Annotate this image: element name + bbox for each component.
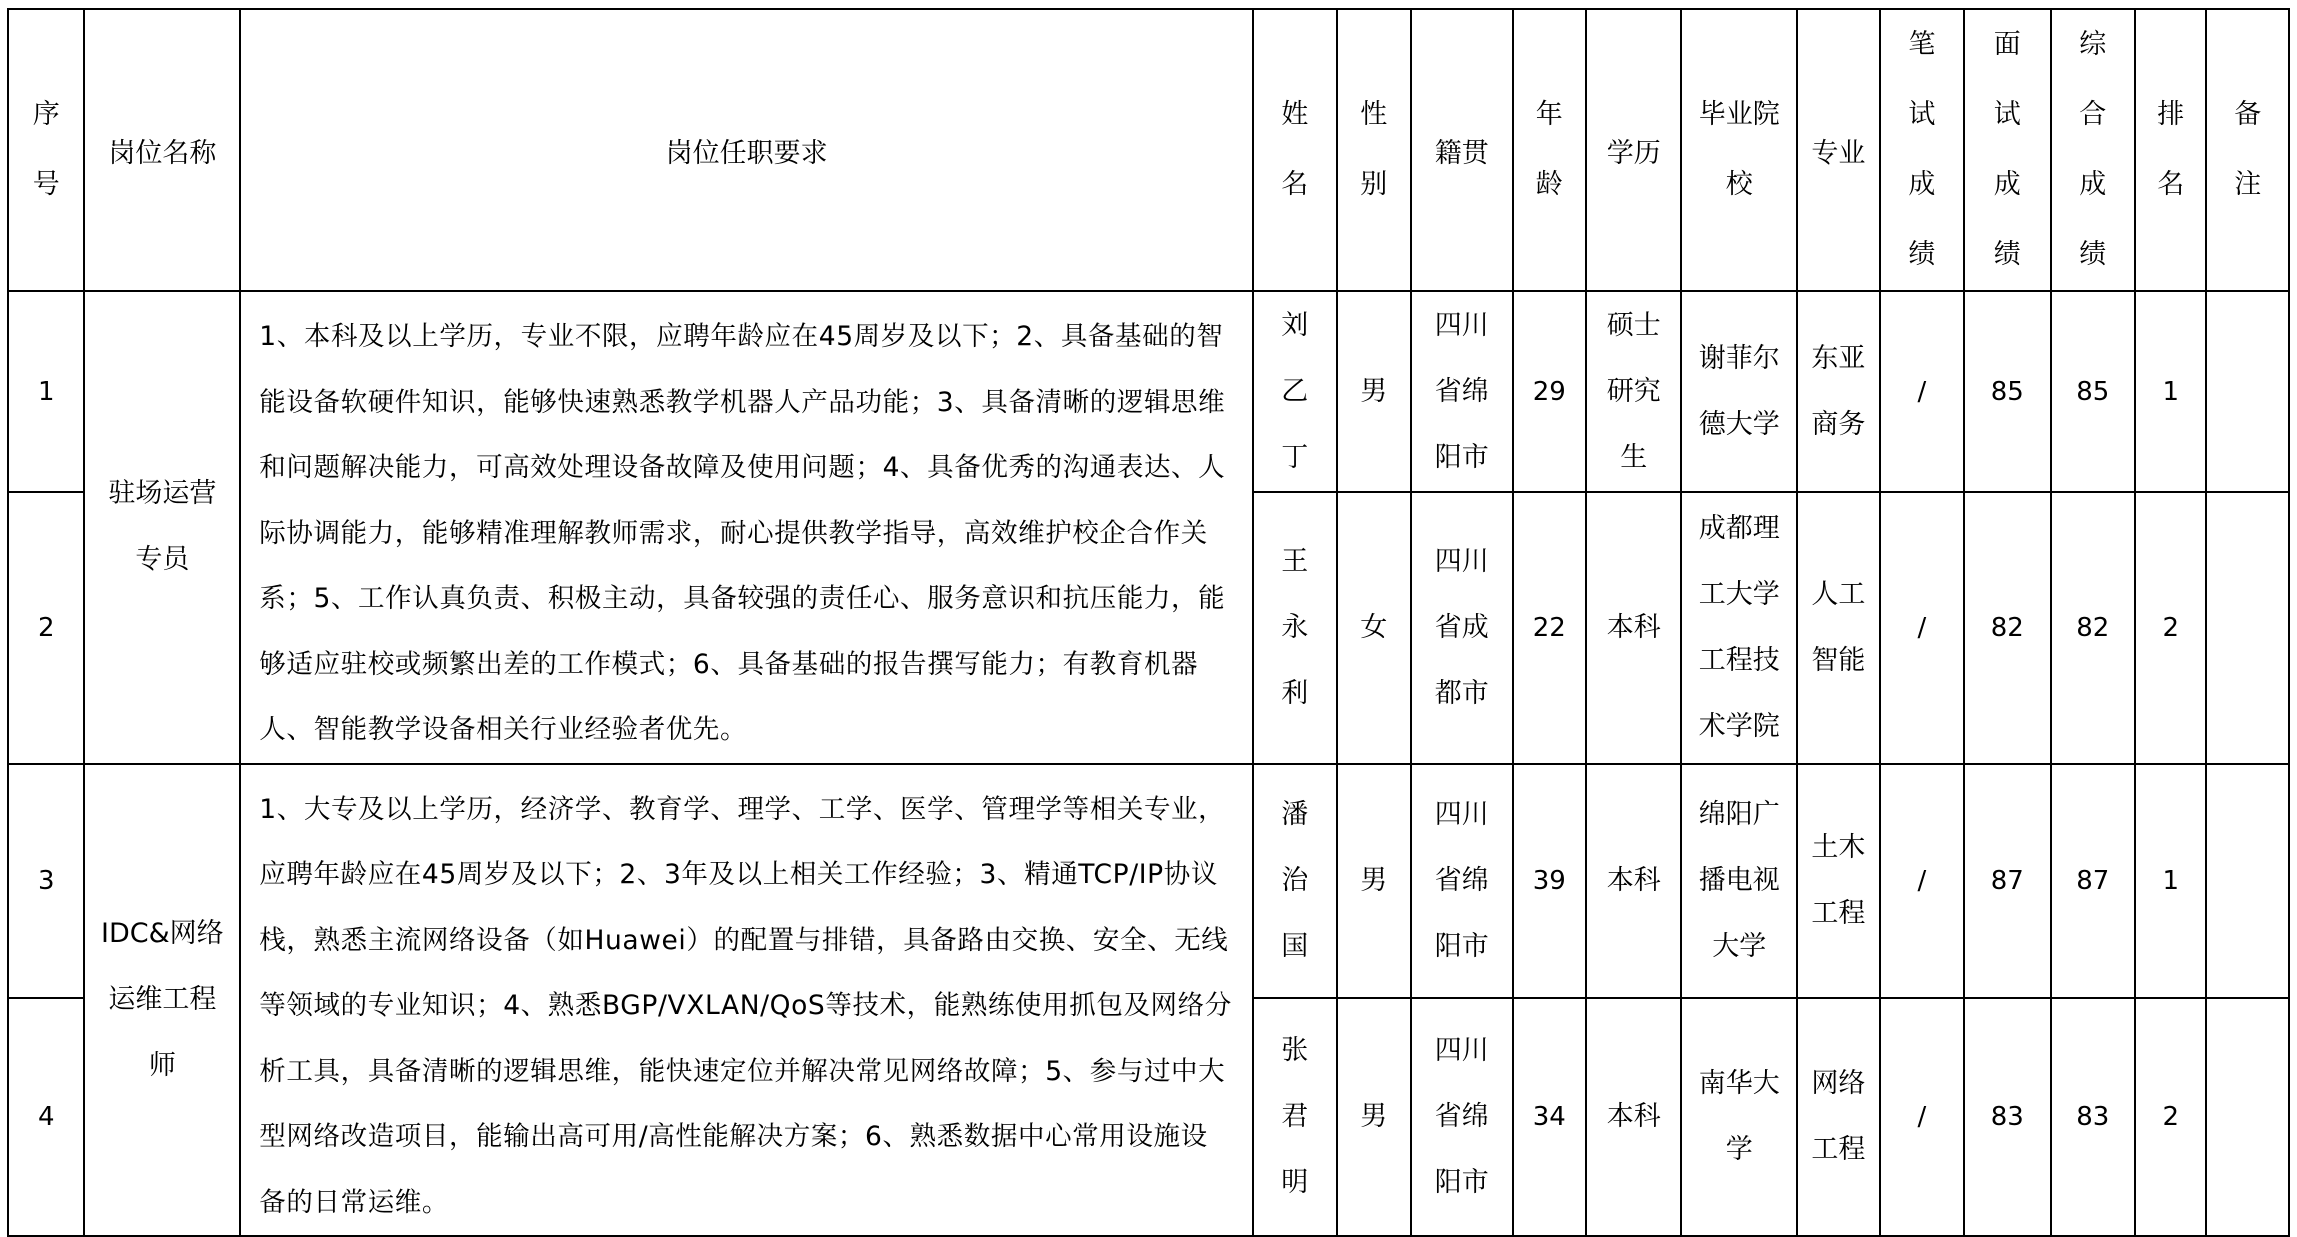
origin-cell: 四川 省成 都市 [1411,492,1513,763]
header-written-score: 笔 试 成 绩 [1880,9,1964,291]
header-major: 专业 [1797,9,1879,291]
written-score-cell: / [1880,291,1964,492]
header-total-score: 综 合 成 绩 [2051,9,2135,291]
requirements-cell: 1、本科及以上学历，专业不限，应聘年龄应在45周岁及以下；2、具备基础的智能设备软硬件知识，能够快速熟悉教学机器人产品功能；3、具备清晰的逻辑思维和问题解决能力，可高效处理设备故障及使用问题；4、具备优秀的沟通表达、人际协调能力，能够精准理解教师需求，耐心提供教学指导，高效维护校企合作关系；5、工作认真负责、积极主动，具备较强的责任心、服务意识和抗压能力，能够适应驻校或频繁出差的工作模式；6、具备基础的报告撰写能力；有教育机器人、智能教学设备相关行业经验者优先。 [240,291,1253,764]
written-score-cell: / [1880,998,1964,1236]
header-origin: 籍贯 [1411,9,1513,291]
rank-cell: 1 [2135,764,2206,998]
seq-cell: 1 [8,291,84,492]
education-cell: 硕士 研究 生 [1586,291,1682,492]
total-score-cell: 83 [2051,998,2135,1236]
school-cell: 成都理 工大学 工程技 术学院 [1681,492,1797,763]
header-seq: 序 号 [8,9,84,291]
remark-cell [2206,492,2289,763]
header-rank: 排 名 [2135,9,2206,291]
header-requirements: 岗位任职要求 [240,9,1253,291]
header-gender: 性 别 [1337,9,1411,291]
rank-cell: 2 [2135,492,2206,763]
header-position: 岗位名称 [84,9,240,291]
interview-score-cell: 85 [1964,291,2050,492]
major-cell: 东亚 商务 [1797,291,1879,492]
age-cell: 29 [1513,291,1586,492]
header-interview-score: 面 试 成 绩 [1964,9,2050,291]
gender-cell: 男 [1337,291,1411,492]
origin-cell: 四川 省绵 阳市 [1411,764,1513,998]
remark-cell [2206,291,2289,492]
gender-cell: 男 [1337,764,1411,998]
education-cell: 本科 [1586,998,1682,1236]
rank-cell: 2 [2135,998,2206,1236]
school-cell: 绵阳广 播电视 大学 [1681,764,1797,998]
major-cell: 土木 工程 [1797,764,1879,998]
education-cell: 本科 [1586,492,1682,763]
header-age: 年 龄 [1513,9,1586,291]
table-row [8,764,2289,998]
gender-cell: 女 [1337,492,1411,763]
name-cell: 张 君 明 [1253,998,1336,1236]
requirements-cell: 1、大专及以上学历，经济学、教育学、理学、工学、医学、管理学等相关专业，应聘年龄应在45周岁及以下；2、3年及以上相关工作经验；3、精通TCP/IP协议栈，熟悉主流网络设备（如Huawei）的配置与排错，具备路由交换、安全、无线等领域的专业知识；4、熟悉BGP/VXLAN/QoS等技术，能熟练使用抓包及网络分析工具，具备清晰的逻辑思维，能快速定位并解决常见网络故障；5、参与过中大型网络改造项目，能输出高可用/高性能解决方案；6、熟悉数据中心常用设施设备的日常运维。 [240,764,1253,1237]
header-name: 姓 名 [1253,9,1336,291]
total-score-cell: 82 [2051,492,2135,763]
rank-cell: 1 [2135,291,2206,492]
written-score-cell: / [1880,764,1964,998]
seq-cell: 4 [8,998,84,1236]
seq-cell: 3 [8,764,84,998]
position-cell: IDC&网络运维工程师 [84,764,240,1237]
school-cell: 谢菲尔 德大学 [1681,291,1797,492]
header-remark: 备 注 [2206,9,2289,291]
age-cell: 34 [1513,998,1586,1236]
interview-score-cell: 83 [1964,998,2050,1236]
recruitment-results-table [7,8,2290,1237]
header-row [8,9,2289,291]
written-score-cell: / [1880,492,1964,763]
school-cell: 南华大 学 [1681,998,1797,1236]
remark-cell [2206,998,2289,1236]
total-score-cell: 85 [2051,291,2135,492]
header-education: 学历 [1586,9,1682,291]
major-cell: 网络 工程 [1797,998,1879,1236]
name-cell: 潘 治 国 [1253,764,1336,998]
origin-cell: 四川 省绵 阳市 [1411,998,1513,1236]
gender-cell: 男 [1337,998,1411,1236]
header-school: 毕业院 校 [1681,9,1797,291]
seq-cell: 2 [8,492,84,763]
interview-score-cell: 82 [1964,492,2050,763]
name-cell: 刘 乙 丁 [1253,291,1336,492]
table-row [8,291,2289,492]
age-cell: 22 [1513,492,1586,763]
name-cell: 王 永 利 [1253,492,1336,763]
education-cell: 本科 [1586,764,1682,998]
major-cell: 人工 智能 [1797,492,1879,763]
origin-cell: 四川 省绵 阳市 [1411,291,1513,492]
interview-score-cell: 87 [1964,764,2050,998]
age-cell: 39 [1513,764,1586,998]
remark-cell [2206,764,2289,998]
total-score-cell: 87 [2051,764,2135,998]
position-cell: 驻场运营专员 [84,291,240,764]
